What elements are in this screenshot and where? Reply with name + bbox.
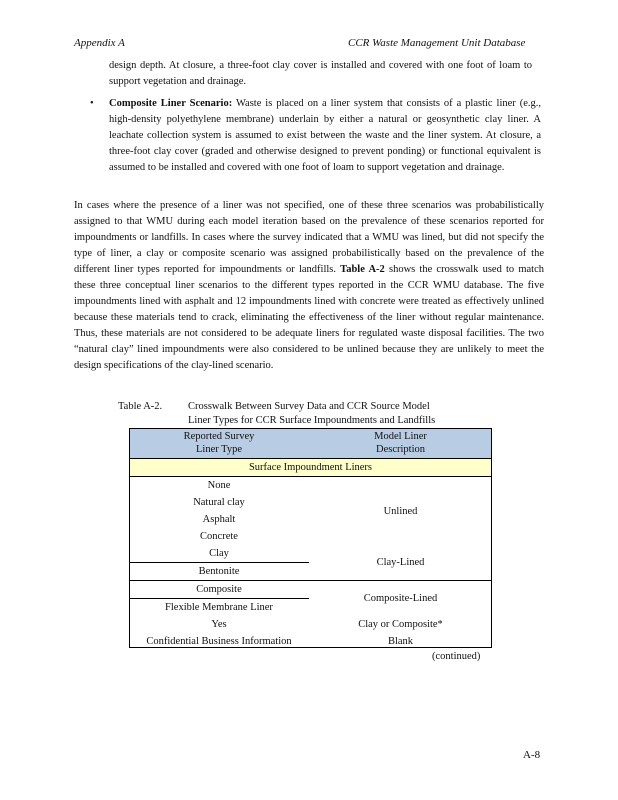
model-blank: Blank bbox=[387, 636, 414, 647]
section-row bbox=[129, 459, 492, 477]
table-row bbox=[129, 616, 492, 633]
table-row bbox=[129, 633, 492, 650]
model-clay-or-composite: Clay or Composite* bbox=[358, 619, 443, 630]
header-reported-survey: Reported Survey Liner Type bbox=[129, 428, 309, 459]
model-unlined: Unlined bbox=[383, 505, 418, 517]
reported-type: Yes bbox=[211, 619, 227, 630]
table-reference: Table A-2 bbox=[340, 264, 385, 275]
reported-type: Bentonite bbox=[129, 563, 309, 581]
reported-type: Clay bbox=[209, 548, 229, 559]
composite-liner-scenario bbox=[109, 96, 541, 176]
table-continued: (continued) bbox=[432, 651, 481, 662]
reported-type: Composite bbox=[129, 581, 309, 599]
table-caption bbox=[118, 400, 488, 428]
header-model-liner: Model Liner Description bbox=[309, 428, 492, 459]
table-caption-line2: Liner Types for CCR Surface Impoundments and Landfills bbox=[188, 415, 436, 426]
model-clay-lined: Clay-Lined bbox=[376, 557, 425, 568]
reported-type: Flexible Membrane Liner bbox=[129, 599, 309, 617]
reported-type: None bbox=[207, 480, 231, 491]
table-row bbox=[129, 581, 492, 599]
page-number: A-8 bbox=[523, 749, 541, 761]
bullet-label: Composite Liner Scenario: bbox=[109, 98, 233, 109]
liner-crosswalk-table bbox=[129, 428, 492, 650]
reported-type: Natural clay bbox=[193, 497, 245, 508]
table-caption-number: Table A-2. bbox=[118, 401, 163, 412]
reported-type: Asphalt bbox=[202, 514, 236, 525]
reported-type: Confidential Business Information bbox=[146, 636, 292, 647]
table-row bbox=[129, 545, 492, 563]
intro-continuation: design depth. At closure, a three-foot clay cover is installed and covered with one foot of loam to support vegetation and drainage. bbox=[109, 60, 532, 87]
header-title: CCR Waste Management Unit Database bbox=[348, 37, 526, 49]
reported-type: Concrete bbox=[200, 531, 238, 542]
main-paragraph-part1: In cases where the presence of a liner was not specified, one of these three scenarios was probabilistically assigned to that WMU during each model iteration based on the prevalence of these scenarios reported for impoundments or landfills. In cases where the survey indicated that a WMU was lined, but did not specify the type of liner, a clay or composite scenario was assigned probabilistically based on the prevalence of the different liner types reported for impoundments or landfills. bbox=[74, 200, 544, 275]
model-composite-lined: Composite-Lined bbox=[309, 581, 492, 617]
main-paragraph bbox=[74, 198, 544, 374]
table-caption-line1: Crosswalk Between Survey Data and CCR Source Model bbox=[188, 401, 430, 412]
bullet-text: Waste is placed on a liner system that consists of a plastic liner (e.g., high-density polyethylene membrane) underlain by either a natural or geosynthetic clay liner. A leachate collection system is assumed to exist between the waste and the liner system. At closure, a three-foot clay cover (graded and otherwise designed to prevent ponding) or functional equivalent is assumed to be installed and covered with one foot of loam to support vegetation and drainage. bbox=[109, 98, 542, 173]
table-row bbox=[129, 477, 492, 495]
bullet-marker: • bbox=[90, 98, 94, 109]
header-appendix: Appendix A bbox=[74, 37, 125, 49]
section-label: Surface Impoundment Liners bbox=[129, 459, 492, 477]
table-header-row bbox=[129, 428, 492, 459]
main-paragraph-part2: shows the crosswalk used to match these three conceptual liner scenarios to the different types reported in the CCR WMU database. The five impoundments lined with asphalt and 12 impoundments lined with concrete were treated as effectively unlined because these materials tend to crack, eliminating the effectiveness of the liner without regular maintenance. Thus, these materials are not considered to be adequate liners for regulated waste disposal facilities. The two “natural clay” lined impoundments were also considered to be unlined because they are unlikely to meet the design specifications of the clay-lined scenario. bbox=[74, 264, 544, 371]
